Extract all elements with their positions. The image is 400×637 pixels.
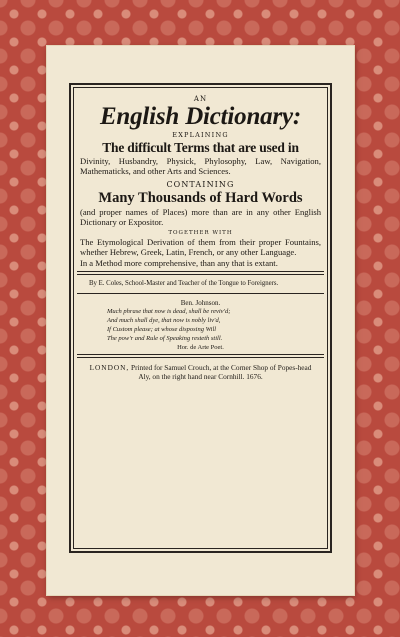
book-cover-page <box>47 46 354 595</box>
title-page-content <box>77 91 324 545</box>
imprint-text: Printed for Samuel Crouch, at the Corner Shop of Popes-head Aly, on the right hand near Cornhill. 1676. <box>131 362 312 381</box>
imprint-city: LONDON, <box>89 362 130 372</box>
book-title: English Dictionary: <box>99 103 302 130</box>
quote-line: And much shall dye, that now is nobly liv'd, <box>107 316 221 324</box>
divider-rule <box>77 271 324 272</box>
method-text: In a Method more comprehensive, than any that is extant. <box>80 258 278 268</box>
difficult-terms-line: The difficult Terms that are used in <box>102 140 299 155</box>
quote-line: Much phrase that now is dead, shall be reviv'd; <box>107 307 231 315</box>
article-an: AN <box>193 95 208 103</box>
quote-attribution: Ben. Johnson. <box>180 298 221 307</box>
imprint <box>77 363 324 381</box>
containing-heading: CONTAINING <box>166 180 235 189</box>
explaining-heading: EXPLAINING <box>172 131 229 139</box>
title-page-border <box>69 83 332 553</box>
quote-source: Hor. de Arte Poet. <box>177 343 224 351</box>
divider-rule <box>77 354 324 355</box>
quote-line: If Custom please; at whose disposing Will <box>107 325 217 333</box>
etymology-text: The Etymological Derivation of them from their proper Fountains, whether Hebrew, Greek, Latin, French, or any other Language. <box>80 237 321 257</box>
proper-names-text: (and proper names of Places) more than are in any other English Dictionary or Expositor. <box>80 207 321 227</box>
quote-line: The pow'r and Rule of Speaking resteth still. <box>107 334 223 342</box>
divider-rule <box>77 274 324 275</box>
divider-rule <box>77 357 324 358</box>
together-with-heading: TOGETHER WITH <box>168 230 233 236</box>
author-line: By E. Coles, School-Master and Teacher of the Tongue to Foreigners. <box>89 280 279 287</box>
many-thousands-line: Many Thousands of Hard Words <box>98 190 303 206</box>
subjects-text: Divinity, Husbandry, Physick, Phylosophy, Law, Navigation, Mathematicks, and other Arts and Sciences. <box>80 156 321 176</box>
divider-rule <box>77 293 324 294</box>
